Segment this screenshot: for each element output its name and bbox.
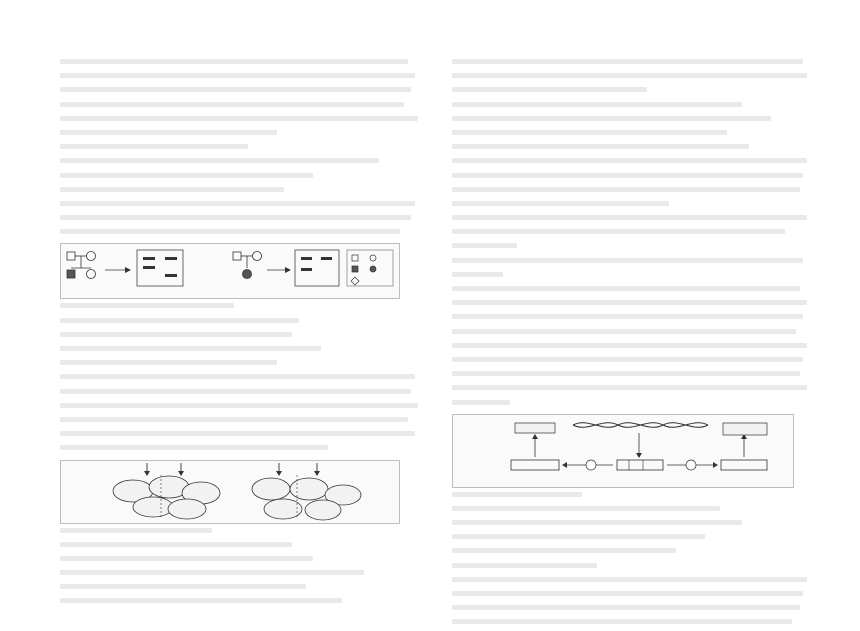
text-line-content (60, 431, 415, 436)
text-line (60, 374, 422, 385)
text-line (452, 534, 814, 545)
text-line (60, 215, 422, 226)
text-line-content (60, 130, 277, 135)
text-line-content (60, 445, 328, 450)
text-line-content (452, 102, 742, 107)
text-line (452, 371, 814, 382)
pedigree-figure-graphic (61, 244, 399, 298)
text-line-content (452, 144, 749, 149)
rna-splicing-figure (452, 414, 794, 488)
left-lines-mid (60, 318, 422, 457)
text-line (60, 130, 422, 141)
text-line-content (452, 173, 803, 178)
text-line (452, 87, 814, 98)
text-line (452, 201, 814, 212)
text-line (60, 102, 422, 113)
text-line-content (452, 563, 597, 568)
text-line (452, 258, 814, 269)
text-line (452, 73, 814, 84)
text-line-content (452, 158, 807, 163)
rna-figure-caption-line (452, 492, 814, 503)
text-line (60, 542, 422, 553)
text-line-content (452, 130, 727, 135)
text-line (60, 556, 422, 567)
text-line-content (60, 173, 313, 178)
rna-splicing-graphic (453, 415, 793, 487)
text-line-content (452, 286, 800, 291)
text-line-content (452, 357, 803, 362)
text-line (60, 417, 422, 428)
rna-figure-caption (452, 492, 582, 497)
text-line (452, 605, 814, 616)
text-line-content (60, 584, 306, 589)
text-line-content (452, 506, 720, 511)
text-line-content (60, 87, 411, 92)
text-line-content (60, 215, 411, 220)
chloroplast-figure-graphic (61, 461, 399, 523)
left-lines-top (60, 59, 422, 240)
right-lines-bottom (452, 506, 814, 631)
text-line-content (452, 577, 807, 582)
text-line-content (452, 300, 807, 305)
text-line (60, 158, 422, 169)
text-line-content (452, 215, 807, 220)
text-line (452, 229, 814, 240)
text-line (452, 619, 814, 630)
text-line (60, 59, 422, 70)
text-line (60, 73, 422, 84)
text-line-content (60, 201, 415, 206)
text-line-content (60, 332, 292, 337)
text-line (60, 144, 422, 155)
text-line (60, 431, 422, 442)
text-line (452, 59, 814, 70)
text-line-content (452, 385, 807, 390)
text-line (452, 577, 814, 588)
text-line-content (60, 360, 277, 365)
right-column (452, 56, 814, 631)
text-line (452, 591, 814, 602)
text-line-content (452, 187, 800, 192)
text-line-content (452, 201, 669, 206)
text-line (452, 400, 814, 411)
text-line-content (60, 542, 292, 547)
pedigree-electrophoresis-figure (60, 243, 400, 299)
text-line-content (452, 400, 510, 405)
text-line-content (452, 314, 803, 319)
text-line-content (452, 258, 803, 263)
text-line-content (60, 59, 408, 64)
text-line (60, 346, 422, 357)
text-line (452, 548, 814, 559)
text-line (60, 318, 422, 329)
text-line-content (452, 87, 647, 92)
text-line (452, 243, 814, 254)
text-line-content (452, 116, 771, 121)
left-column (60, 56, 422, 610)
text-line (452, 329, 814, 340)
text-line-content (452, 520, 742, 525)
left-lines-bottom (60, 542, 422, 610)
pedigree-figure-caption-line (60, 303, 422, 314)
text-line (452, 187, 814, 198)
text-line-content (60, 570, 364, 575)
text-line-content (452, 591, 803, 596)
text-line-content (60, 158, 379, 163)
text-line-content (60, 556, 313, 561)
text-line (452, 130, 814, 141)
text-line-content (452, 534, 705, 539)
right-lines-top (452, 59, 814, 411)
text-line-content (452, 619, 792, 624)
text-line-content (60, 403, 418, 408)
text-line (452, 158, 814, 169)
text-line-content (452, 272, 503, 277)
text-line-content (452, 605, 800, 610)
text-line-content (452, 229, 785, 234)
text-line (452, 173, 814, 184)
text-line (452, 506, 814, 517)
text-line (452, 116, 814, 127)
text-line (60, 389, 422, 400)
text-line (60, 403, 422, 414)
text-line (60, 570, 422, 581)
pedigree-figure-caption (60, 303, 234, 308)
text-line-content (60, 346, 321, 351)
text-line (60, 598, 422, 609)
text-line-content (452, 59, 803, 64)
text-line (452, 215, 814, 226)
text-line (452, 300, 814, 311)
text-line (452, 385, 814, 396)
text-line-content (452, 371, 800, 376)
text-line (60, 87, 422, 98)
text-line-content (452, 329, 796, 334)
text-line (60, 445, 422, 456)
text-line (60, 187, 422, 198)
text-line-content (60, 389, 411, 394)
text-line-content (60, 187, 284, 192)
text-line (452, 144, 814, 155)
text-line-content (60, 116, 418, 121)
text-line-content (452, 243, 517, 248)
text-line (452, 357, 814, 368)
text-line-content (60, 144, 248, 149)
text-line (452, 314, 814, 325)
text-line (452, 343, 814, 354)
chloroplast-cells-figure (60, 460, 400, 524)
text-line-content (60, 73, 415, 78)
chloroplast-figure-caption (60, 528, 212, 533)
text-line (60, 229, 422, 240)
text-line (60, 332, 422, 343)
text-line (452, 102, 814, 113)
text-line (452, 272, 814, 283)
text-line-content (452, 548, 676, 553)
text-line-content (60, 318, 299, 323)
text-line-content (60, 417, 408, 422)
text-line-content (60, 229, 400, 234)
text-line (60, 201, 422, 212)
text-line (452, 520, 814, 531)
text-line (60, 173, 422, 184)
text-line-content (60, 374, 415, 379)
text-line (60, 360, 422, 371)
text-line (60, 116, 422, 127)
text-line (452, 563, 814, 574)
text-line-content (452, 343, 807, 348)
chloroplast-figure-caption-line (60, 528, 422, 539)
text-line (60, 584, 422, 595)
text-line (452, 286, 814, 297)
text-line-content (60, 598, 342, 603)
text-line-content (60, 102, 404, 107)
text-line-content (452, 73, 807, 78)
